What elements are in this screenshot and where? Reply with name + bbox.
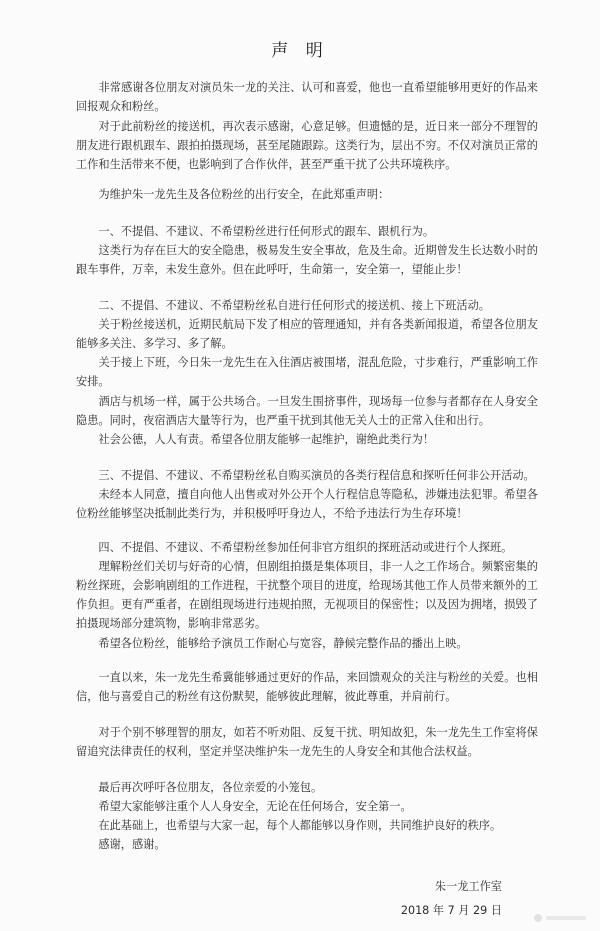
paragraph-mutual-respect: 一直以来，朱一龙先生希冀能够通过更好的作品，来回馈观众的关注与粉丝的关爱。也相信，他与喜爱自己的粉丝有这份默契，能够彼此理解，彼此尊重，并肩前行。 [76,671,538,703]
paragraph-safety-first: 希望大家能够注重个人人身安全，无论在任何场合，安全第一。 [76,800,412,813]
document-title: 声 明 [271,41,329,61]
paragraph-declaration: 为维护朱一龙先生及各位粉丝的出行安全，在此郑重声明： [76,188,390,201]
section-3-text: 未经本人同意，擅自向他人出售或对外公开个人行程信息等隐私，涉嫌违法犯罪。希望各位粉丝能够坚决抵制此类行为，并积极呼吁身边人，不给予违法行为生存环境！ [76,488,538,520]
signature-org: 朱一龙工作室 [434,880,502,893]
section-2-text-airport: 关于粉丝接送机，近期民航局下发了相应的管理通知，并有各类新闻报道，希望各位朋友能够多关注、多学习、多了解。 [76,318,538,350]
section-4-text: 理解粉丝们关切与好奇的心情，但剧组拍摄是集体项目，非一人之工作场合。频繁密集的粉丝探班，会影响剧组的工作进程，干扰整个项目的进度，给现场其他工作人员带来额外的工作负担。更有严重者，在剧组现场进行违规拍照，无视项目的保密性；以及因为拥堵，损毁了拍摄现场部分建筑物，影响非常恶劣。 [76,560,538,630]
paragraph-appeal: 最后再次呼吁各位朋友，各位亲爱的小笼包。 [76,781,323,794]
watermark [532,912,592,927]
paragraph-patience: 希望各位粉丝，能够给予演员工作耐心与宽容，静候完整作品的播出上映。 [76,637,468,650]
paragraph-background: 对于此前粉丝的接送机，再次表示感谢，心意足够。但遗憾的是，近日来一部分不理智的朋友进行跟机跟车、跟拍拍摄现场，甚至尾随跟踪。这类行为，层出不穷。不仅对演员正常的工作和生活带来不便，也影响到了合作伙伴，甚至严重干扰了公共环境秩序。 [76,120,538,171]
paragraph-thanks: 感谢，感谢。 [76,838,166,851]
section-1-heading: 一、不提倡、不建议、不希望粉丝进行任何形式的跟车、跟机行为。 [76,225,435,238]
signature-date: 2018 年 7 月 29 日 [400,904,502,917]
section-2-heading: 二、不提倡、不建议、不希望粉丝私自进行任何形式的接送机、接上下班活动。 [76,299,490,312]
section-2-text-hotel: 酒店与机场一样，属于公共场合。一旦发生围挤事件，现场每一位参与者都存在人身安全隐患。同时，夜宿酒店大量等行为，也严重干扰到其他无关人士的正常入住和出行。 [76,395,538,427]
paragraph-intro: 非常感谢各位朋友对演员朱一龙的关注、认可和喜爱，他也一直希望能够用更好的作品来回报观众和粉丝。 [76,81,538,113]
paragraph-legal-rights: 对于个别不够理智的朋友，如若不听劝阻、反复干扰、明知故犯，朱一龙先生工作室将保留追究法律责任的权利，坚定并坚决维护朱一龙先生的人身安全和其他合法权益。 [76,726,538,758]
watermark-icon [532,912,592,924]
section-3-heading: 三、不提倡、不建议、不希望粉丝私自购买演员的各类行程信息和探听任何非公开活动。 [76,469,535,482]
section-1-text: 这类行为存在巨大的安全隐患，极易发生安全事故，危及生命。近期曾发生长达数小时的跟车事件，万幸，未发生意外。但在此呼吁，生命第一，安全第一，望能止步！ [76,244,538,276]
section-2-text-commute: 关于接上下班，今日朱一龙先生在入住酒店被围堵，混乱危险，寸步难行，严重影响工作安排。 [76,356,538,388]
section-4-heading: 四、不提倡、不建议、不希望粉丝参加任何非官方组织的探班活动或进行个人探班。 [76,541,513,554]
section-2-text-ethics: 社会公德，人人有责。希望各位朋友能够一起维护，谢绝此类行为！ [76,433,435,446]
paragraph-order: 在此基础上，也希望与大家一起，每个人都能够以身作则，共同维护良好的秩序。 [76,819,502,832]
